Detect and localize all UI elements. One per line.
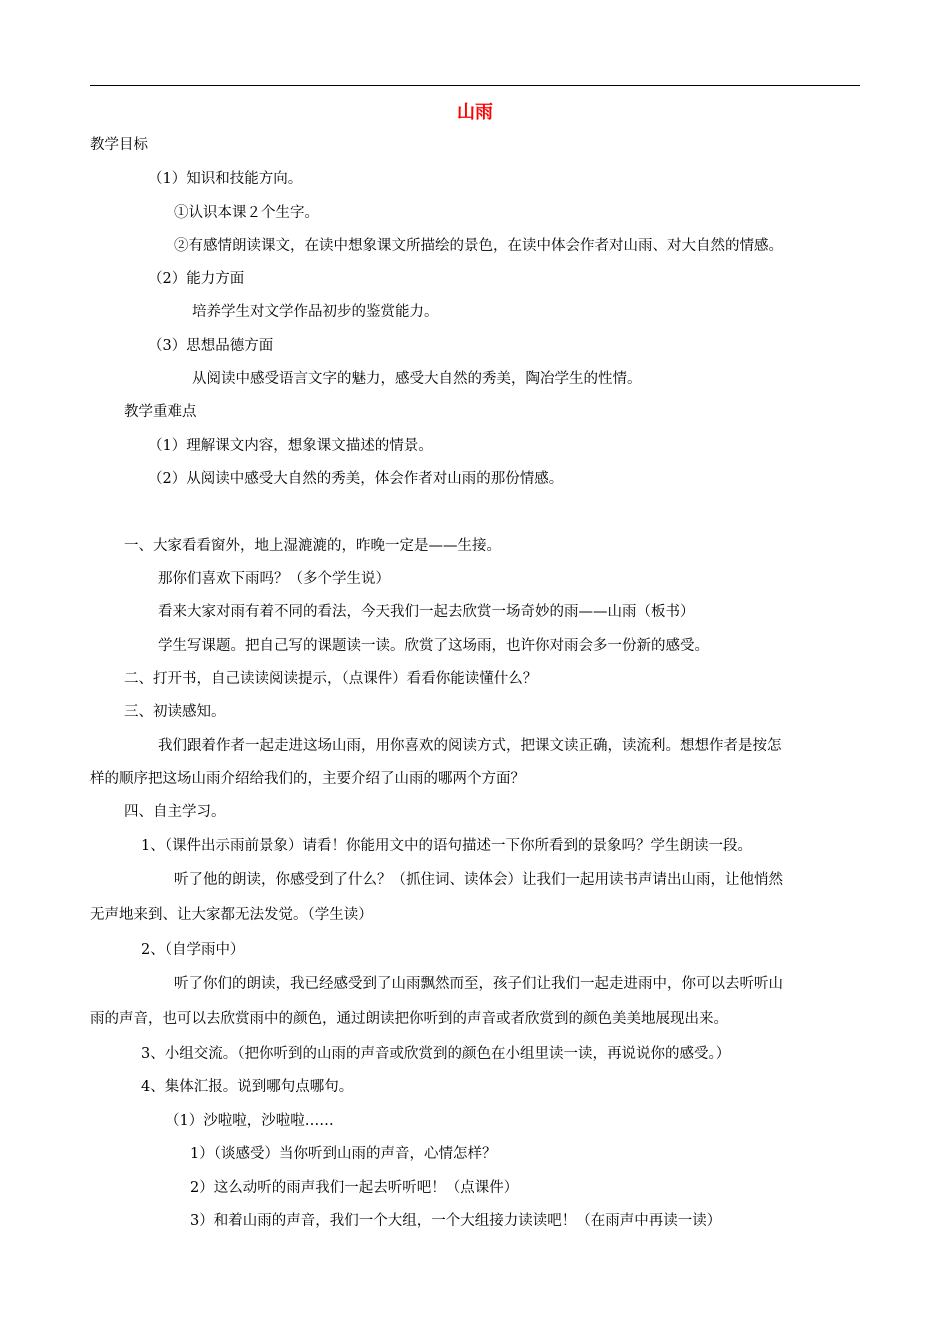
paragraph-line: 看来大家对雨有着不同的看法，今天我们一起去欣赏一场奇妙的雨——山雨（板书）: [158, 604, 695, 620]
key-point-line: （2）从阅读中感受大自然的秀美，体会作者对山雨的那份情感。: [148, 471, 564, 487]
section-heading-objectives: 教学目标: [90, 137, 148, 153]
paragraph-line: 二、打开书，自己读读阅读提示，（点课件）看看你能读懂什么？: [124, 671, 538, 687]
paragraph-line: 样的顺序把这场山雨介绍给我们的，主要介绍了山雨的哪两个方面？: [90, 771, 525, 787]
paragraph-line: 1）（谈感受）当你听到山雨的声音，心情怎样？: [190, 1146, 497, 1162]
paragraph-line: 雨的声音，也可以去欣赏雨中的颜色，通过朗读把你听到的声音或者欣赏到的颜色美美地展现出来。: [90, 1011, 728, 1027]
paragraph-line: 1、（课件出示雨前景象）请看！你能用文中的语句描述一下你所看到的景象吗？学生朗读一段。: [141, 838, 752, 854]
paragraph-line: 学生写课题。把自己写的课题读一读。欣赏了这场雨，也许你对雨会多一份新的感受。: [158, 638, 709, 654]
paragraph-line: （1）沙啦啦，沙啦啦……: [165, 1113, 334, 1129]
paragraph-line: 2）这么动听的雨声我们一起去听听吧！（点课件）: [190, 1180, 519, 1196]
paragraph-line: 我们跟着作者一起走进这场山雨，用你喜欢的阅读方式，把课文读正确，读流利。想想作者是按怎: [158, 738, 782, 754]
section-heading-key-points: 教学重难点: [124, 404, 197, 420]
paragraph-line: 那你们喜欢下雨吗？（多个学生说）: [158, 571, 390, 587]
paragraph-line: 2、（自学雨中）: [141, 942, 245, 958]
paragraph-line: 听了你们的朗读，我已经感受到了山雨飘然而至，孩子们让我们一起走进雨中，你可以去听听山: [174, 976, 783, 992]
paragraph-line: 无声地来到、让大家都无法发觉。（学生读）: [90, 907, 373, 923]
paragraph-line: 三、初读感知。: [124, 704, 226, 720]
objective-line: （2）能力方面: [148, 271, 245, 287]
document-title: 山雨: [457, 102, 493, 123]
objective-line: （3）思想品德方面: [148, 338, 274, 354]
objective-line: 培养学生对文学作品初步的鉴赏能力。: [192, 304, 439, 320]
objective-line: ①认识本课２个生字。: [174, 205, 319, 221]
paragraph-line: 3）和着山雨的声音，我们一个大组，一个大组接力读读吧！（在雨声中再读一读）: [190, 1213, 722, 1229]
paragraph-line: 4、集体汇报。说到哪句点哪句。: [141, 1079, 354, 1095]
paragraph-line: 一、大家看看窗外，地上湿漉漉的，昨晚一定是——生接。: [124, 538, 501, 554]
objective-line: （1）知识和技能方向。: [148, 171, 303, 187]
key-point-line: （1）理解课文内容，想象课文描述的情景。: [148, 438, 433, 454]
paragraph-line: 听了他的朗读，你感受到了什么？（抓住词、读体会）让我们一起用读书声请出山雨，让他悄然: [174, 872, 783, 888]
paragraph-line: 四、自主学习。: [124, 804, 226, 820]
header-rule: [90, 85, 860, 86]
paragraph-line: 3、小组交流。（把你听到的山雨的声音或欣赏到的颜色在小组里读一读，再说说你的感受。）: [141, 1046, 731, 1062]
objective-line: ②有感情朗读课文，在读中想象课文所描绘的景色，在读中体会作者对山雨、对大自然的情感。: [174, 238, 783, 254]
objective-line: 从阅读中感受语言文字的魅力，感受大自然的秀美，陶冶学生的性情。: [192, 371, 642, 387]
